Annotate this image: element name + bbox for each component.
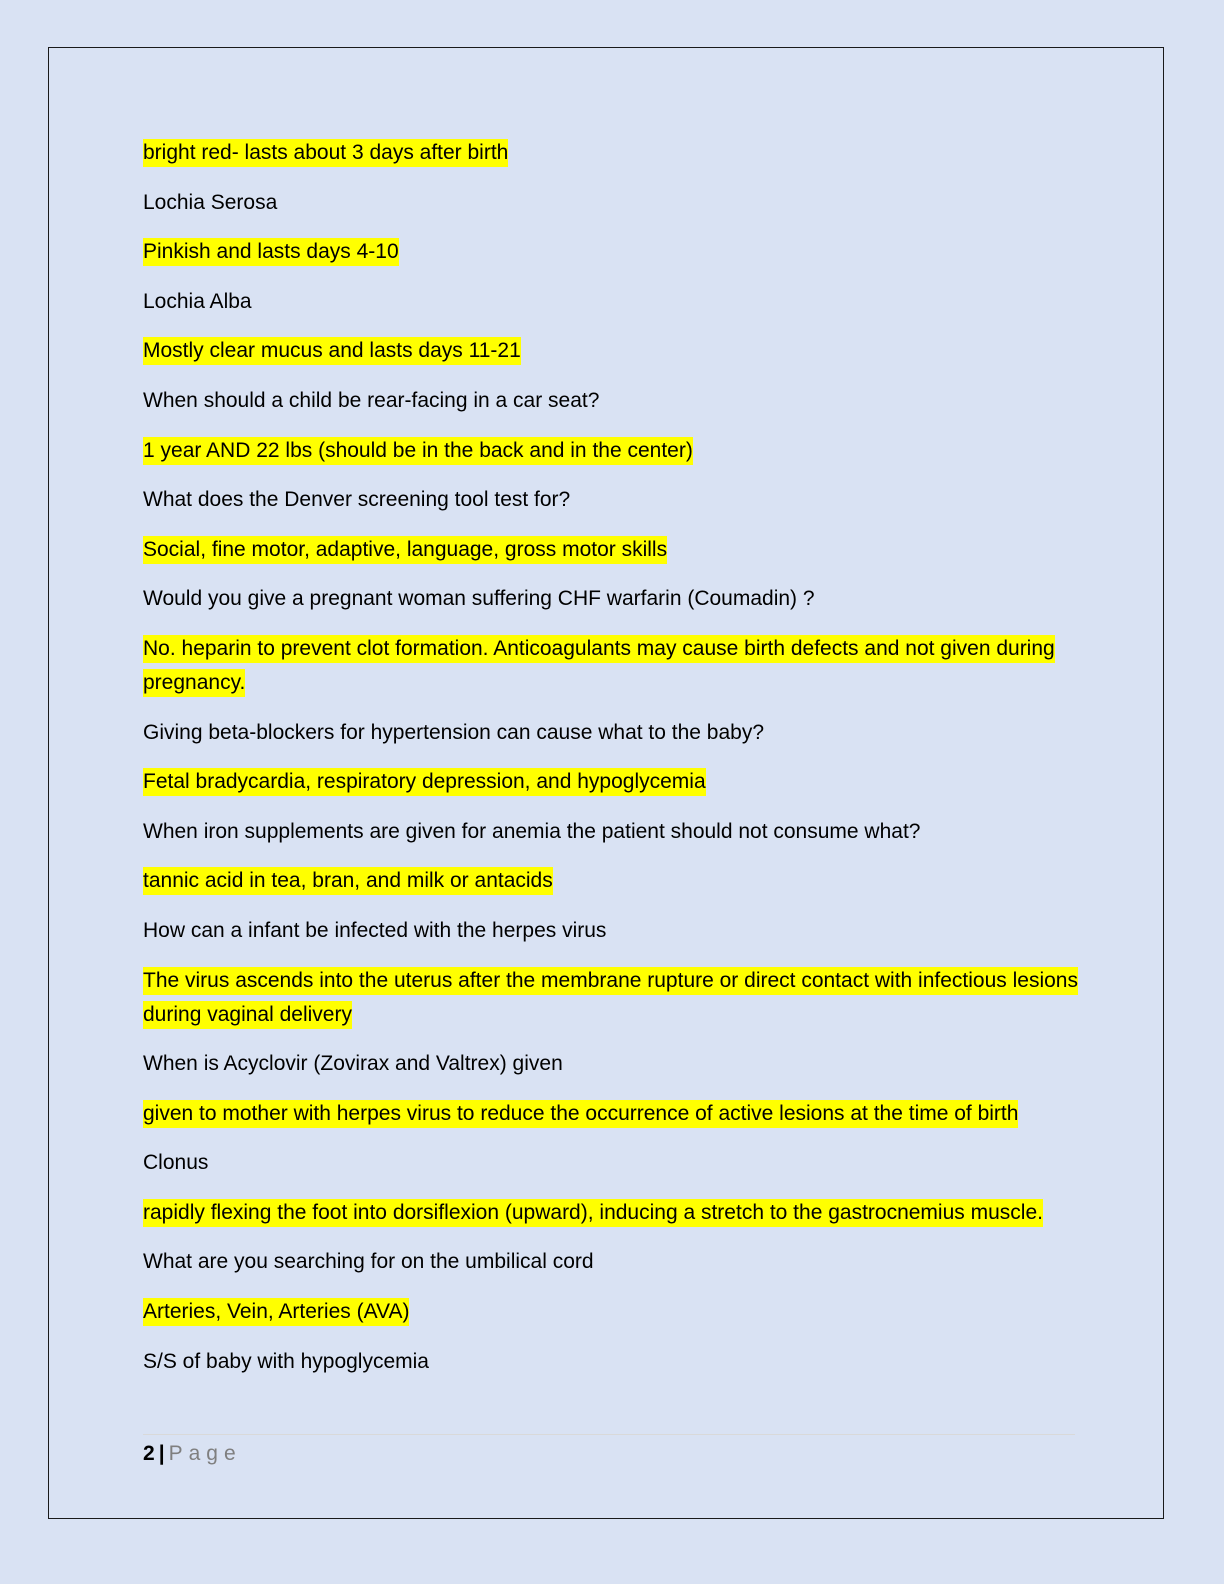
highlighted-span: The virus ascends into the uterus after the membrane rupture or direct contact with infectious lesions during vaginal delivery bbox=[143, 967, 1078, 1029]
question-text bbox=[143, 914, 1078, 948]
question-text bbox=[143, 384, 1078, 418]
highlighted-span: given to mother with herpes virus to reduce the occurrence of active lesions at the time of birth bbox=[143, 1100, 1018, 1128]
highlighted-span: 1 year AND 22 lbs (should be in the back and in the center) bbox=[143, 437, 693, 465]
text-span: How can a infant be infected with the herpes virus bbox=[143, 918, 607, 942]
text-span: Clonus bbox=[143, 1151, 209, 1175]
question-text bbox=[143, 1047, 1078, 1081]
page-footer bbox=[143, 1440, 242, 1468]
question-text bbox=[143, 716, 1078, 750]
page-label: Page bbox=[168, 1442, 242, 1465]
question-text bbox=[143, 1345, 1078, 1379]
highlighted-span: No. heparin to prevent clot formation. Anticoagulants may cause birth defects and not given during pregnancy. bbox=[143, 635, 1055, 697]
footer-separator: | bbox=[158, 1442, 165, 1465]
question-text bbox=[143, 1245, 1078, 1279]
footer-divider bbox=[143, 1434, 1075, 1435]
highlighted-span: Social, fine motor, adaptive, language, gross motor skills bbox=[143, 536, 667, 564]
highlighted-span: rapidly flexing the foot into dorsiflexion (upward), inducing a stretch to the gastrocnemius muscle. bbox=[143, 1199, 1043, 1227]
answer-text bbox=[143, 1097, 1078, 1131]
answer-text bbox=[143, 1196, 1078, 1230]
highlighted-span: Pinkish and lasts days 4-10 bbox=[143, 238, 399, 266]
text-span: Lochia Alba bbox=[143, 289, 252, 313]
answer-text bbox=[143, 1295, 1078, 1329]
highlighted-span: Arteries, Vein, Arteries (AVA) bbox=[143, 1298, 409, 1326]
question-text bbox=[143, 186, 1078, 220]
answer-text bbox=[143, 235, 1078, 269]
text-span: Giving beta-blockers for hypertension can cause what to the baby? bbox=[143, 720, 765, 744]
answer-text bbox=[143, 533, 1078, 567]
text-span: What are you searching for on the umbilical cord bbox=[143, 1250, 594, 1274]
text-span: Lochia Serosa bbox=[143, 190, 278, 214]
question-text bbox=[143, 285, 1078, 319]
text-span: Would you give a pregnant woman suffering CHF warfarin (Coumadin) ? bbox=[143, 587, 815, 611]
answer-text bbox=[143, 632, 1078, 700]
text-span: When is Acyclovir (Zovirax and Valtrex) given bbox=[143, 1052, 563, 1076]
page-number: 2 bbox=[143, 1442, 155, 1465]
text-span: When iron supplements are given for anemia the patient should not consume what? bbox=[143, 819, 921, 843]
answer-text bbox=[143, 434, 1078, 468]
text-span: S/S of baby with hypoglycemia bbox=[143, 1349, 429, 1373]
answer-text bbox=[143, 864, 1078, 898]
answer-text bbox=[143, 765, 1078, 799]
highlighted-span: tannic acid in tea, bran, and milk or antacids bbox=[143, 867, 553, 895]
text-span: What does the Denver screening tool test for? bbox=[143, 488, 571, 512]
question-text bbox=[143, 815, 1078, 849]
highlighted-span: Mostly clear mucus and lasts days 11-21 bbox=[143, 337, 521, 365]
question-text bbox=[143, 582, 1078, 616]
highlighted-span: Fetal bradycardia, respiratory depression, and hypoglycemia bbox=[143, 768, 706, 796]
highlighted-span: bright red- lasts about 3 days after birth bbox=[143, 139, 508, 167]
question-text bbox=[143, 1146, 1078, 1180]
text-span: When should a child be rear-facing in a car seat? bbox=[143, 388, 600, 412]
answer-text bbox=[143, 964, 1078, 1032]
answer-text bbox=[143, 334, 1078, 368]
document-body bbox=[143, 136, 1078, 1394]
answer-text bbox=[143, 136, 1078, 170]
question-text bbox=[143, 483, 1078, 517]
